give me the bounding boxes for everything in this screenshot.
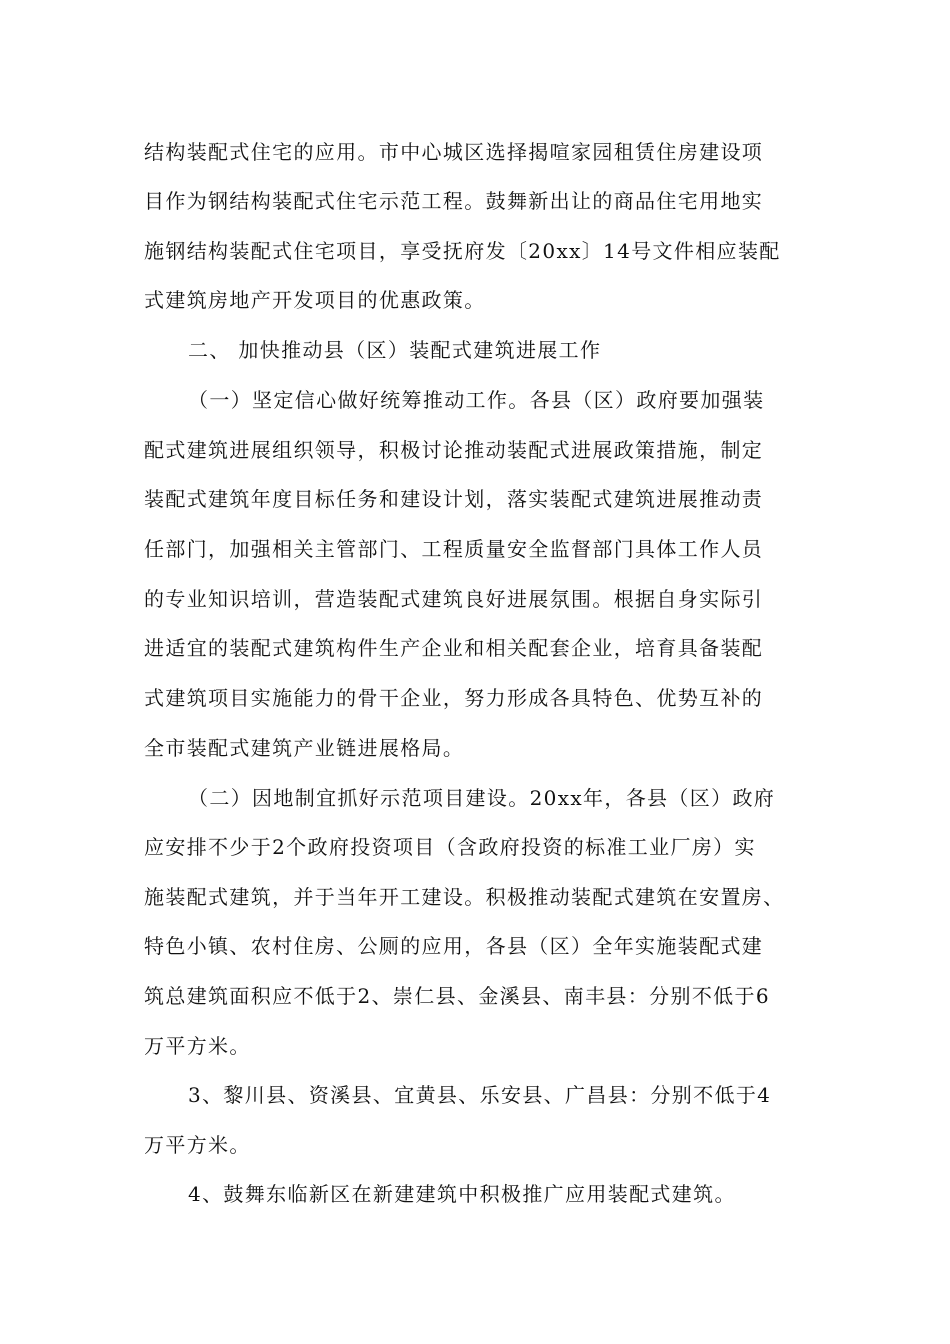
text-line-21: 万平方米。: [144, 1133, 251, 1157]
paragraph-4: 4、鼓舞东临新区在新建建筑中积极推广应用装配式建筑。: [188, 1182, 736, 1206]
text-line-1: 结构装配式住宅的应用。市中心城区选择揭喧家园租赁住房建设项: [144, 140, 764, 164]
text-line-16: 施装配式建筑，并于当年开工建设。积极推动装配式建筑在安置房、: [144, 885, 785, 909]
text-line-19: 万平方米。: [144, 1034, 251, 1058]
text-line-17: 特色小镇、农村住房、公厕的应用，各县（区）全年实施装配式建: [144, 934, 764, 958]
text-line-8: 装配式建筑年度目标任务和建设计划，落实装配式建筑进展推动责: [144, 487, 764, 511]
text-line-18: 筑总建筑面积应不低于2、崇仁县、金溪县、南丰县：分别不低于6: [144, 984, 770, 1008]
text-line-15: 应安排不少于2个政府投资项目（含政府投资的标准工业厂房）实: [144, 835, 756, 859]
text-line-2: 目作为钢结构装配式住宅示范工程。鼓舞新出让的商品住宅用地实: [144, 189, 764, 213]
section-heading: 二、 加快推动县（区）装配式建筑进展工作: [188, 338, 602, 362]
text-line-10: 的专业知识培训，营造装配式建筑良好进展氛围。根据自身实际引: [144, 587, 764, 611]
text-line-13: 全市装配式建筑产业链进展格局。: [144, 736, 465, 760]
text-line-4: 式建筑房地产开发项目的优惠政策。: [144, 288, 486, 312]
paragraph-2-start: （二）因地制宜抓好示范项目建设。20xx年，各县（区）政府: [188, 786, 776, 810]
paragraph-3-start: 3、黎川县、资溪县、宜黄县、乐安县、广昌县：分别不低于4: [188, 1083, 772, 1107]
text-line-3: 施钢结构装配式住宅项目，享受抚府发〔20xx〕14号文件相应装配: [144, 239, 781, 263]
paragraph-1-start: （一）坚定信心做好统筹推动工作。各县（区）政府要加强装: [188, 388, 765, 412]
text-line-7: 配式建筑进展组织领导，积极讨论推动装配式进展政策措施，制定: [144, 438, 764, 462]
text-line-9: 任部门，加强相关主管部门、工程质量安全监督部门具体工作人员: [144, 537, 764, 561]
text-line-12: 式建筑项目实施能力的骨干企业，努力形成各具特色、优势互补的: [144, 686, 764, 710]
text-line-11: 进适宜的装配式建筑构件生产企业和相关配套企业，培育具备装配: [144, 636, 764, 660]
